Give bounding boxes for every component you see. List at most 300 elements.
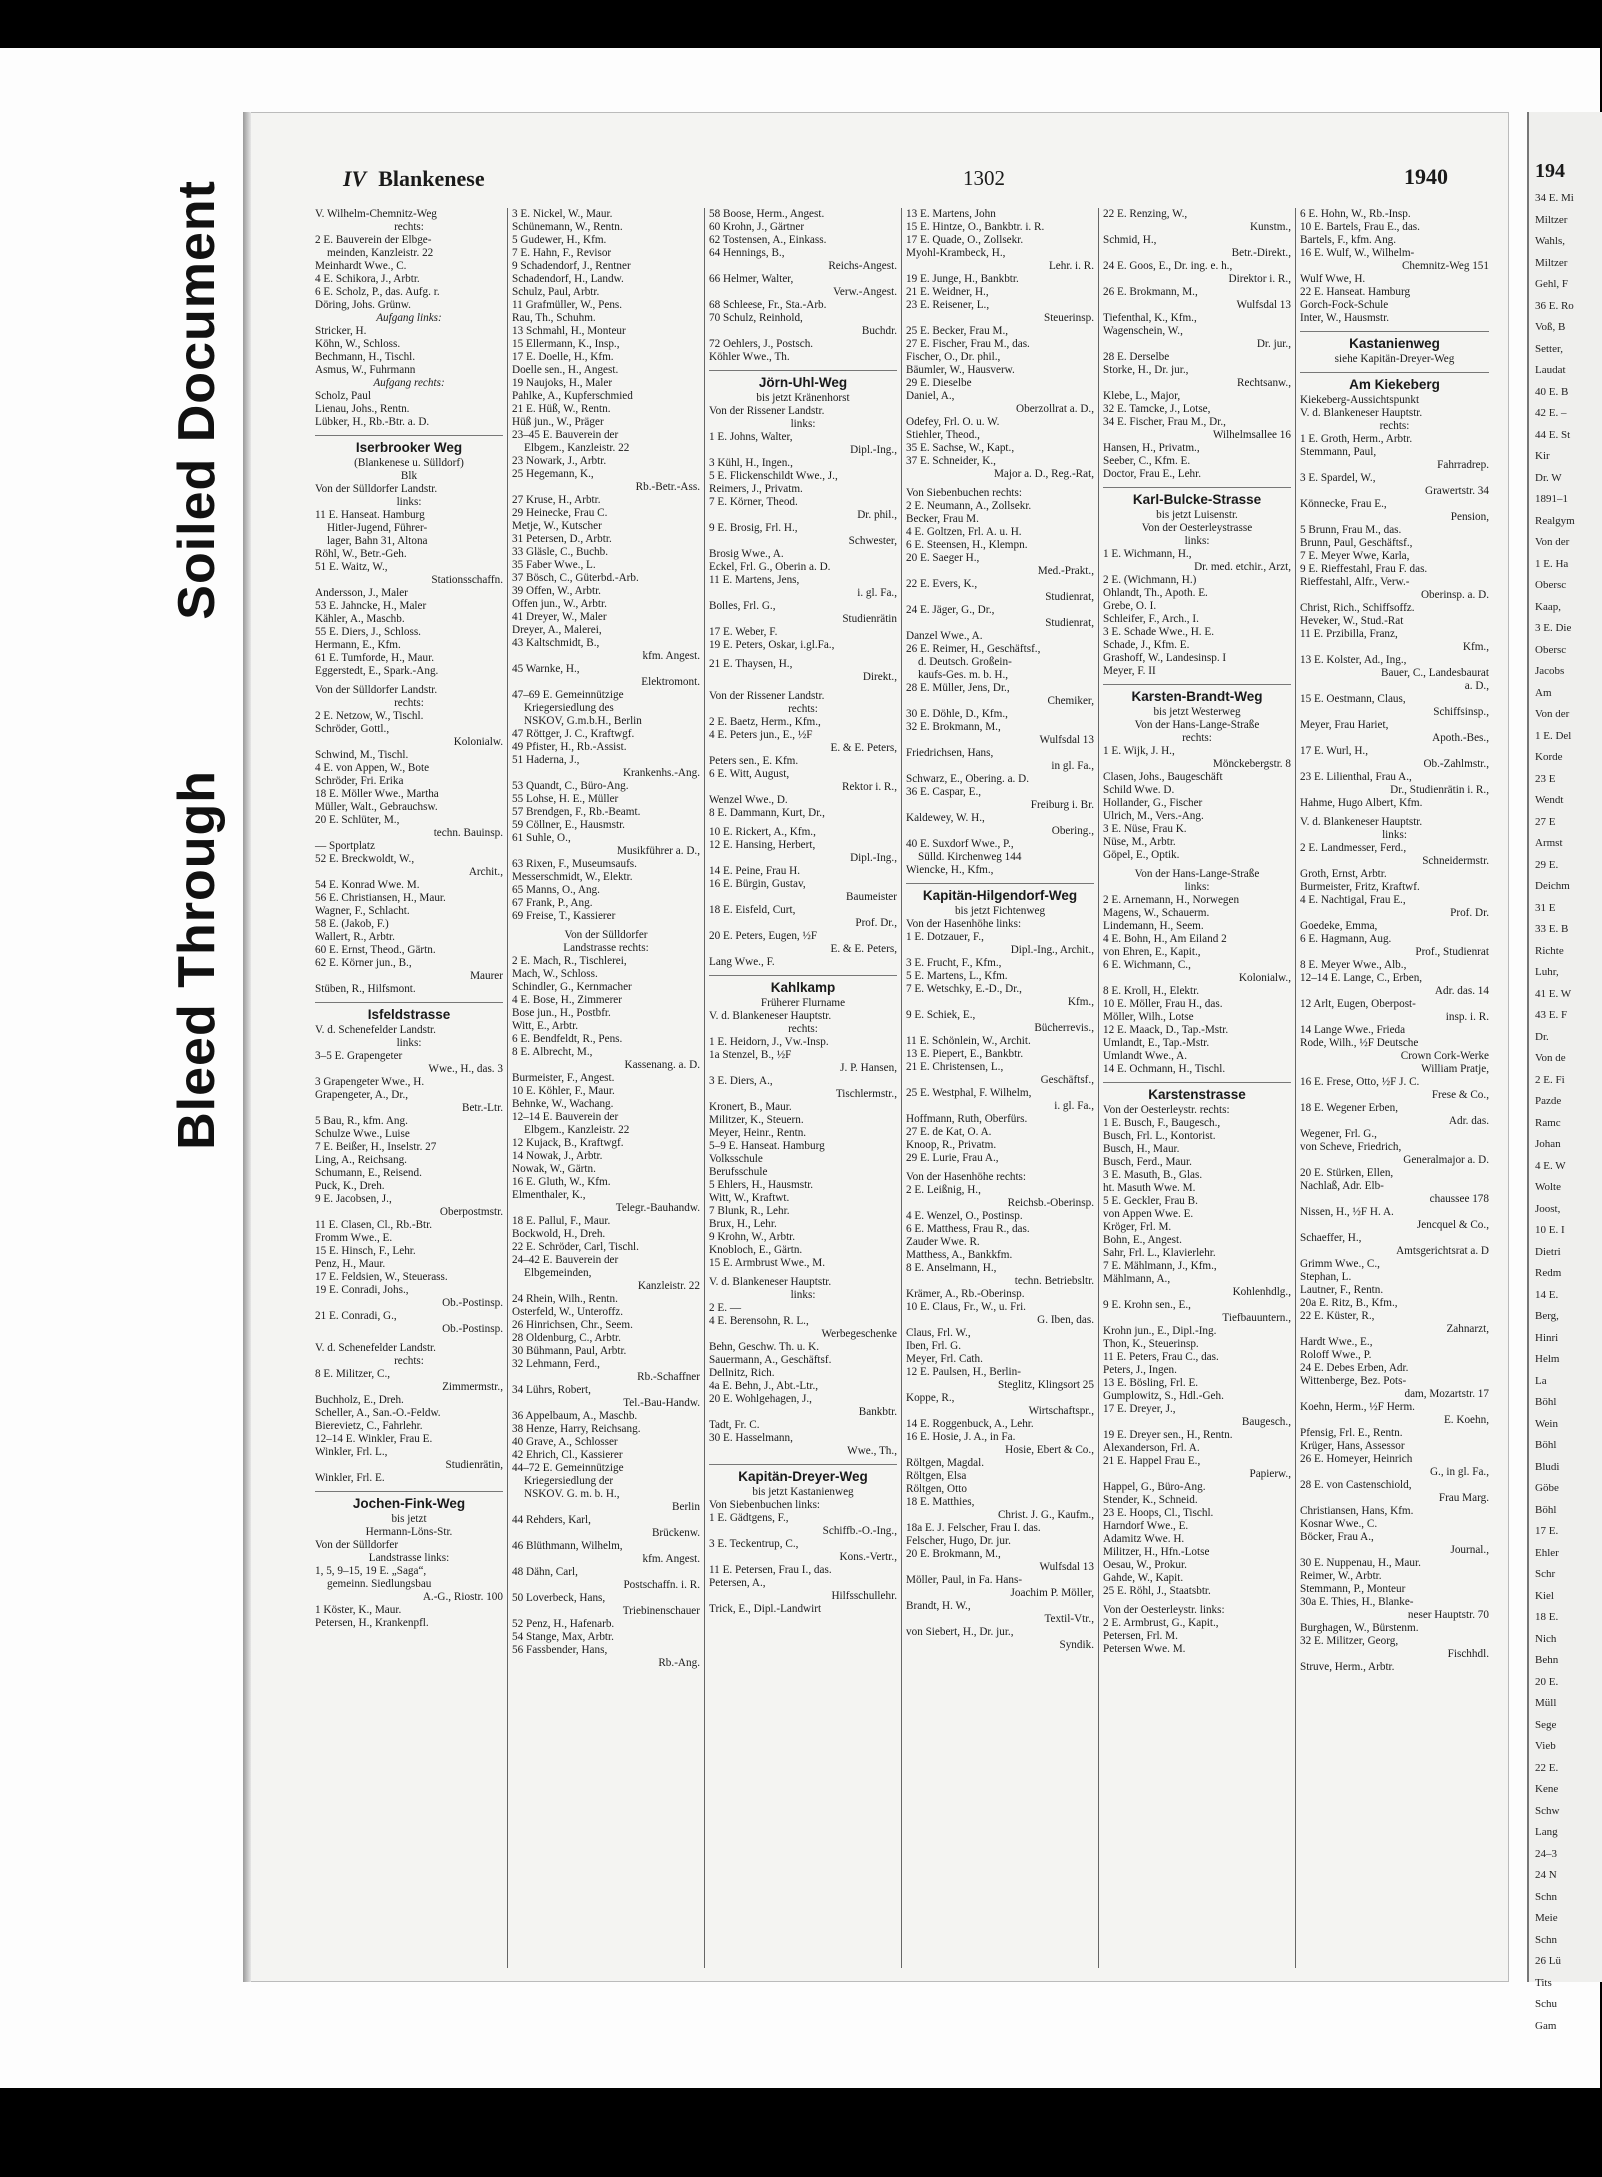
- directory-line: 37 Bösch, C., Güterbd.-Arb.: [512, 572, 639, 584]
- directory-line: d. Deutsch. Großein-: [918, 656, 1012, 668]
- directory-line: 28 Oldenburg, C., Arbtr.: [512, 1332, 621, 1344]
- directory-line: 2 E. —: [709, 1302, 742, 1314]
- directory-line: Von der Rissener Landstr.: [709, 405, 825, 417]
- directory-line: Amtsgerichtsrat a. D: [1396, 1245, 1489, 1257]
- directory-line: 17 E. Weber, F.: [709, 626, 778, 638]
- directory-line: 62 Tostensen, A., Einkass.: [709, 234, 827, 246]
- adjacent-page-line: Johan: [1535, 1138, 1561, 1150]
- directory-line: 8 E. Albrecht, M.,: [512, 1046, 593, 1058]
- directory-line: Goedeke, Emma,: [1300, 920, 1378, 932]
- directory-line: Lehr. i. R.: [1048, 260, 1094, 272]
- directory-line: Petersen, A.,: [709, 1577, 766, 1589]
- directory-line: 12 E. Paulsen, H., Berlin-: [906, 1366, 1021, 1378]
- street-heading: Isfeldstrasse: [315, 1002, 503, 1024]
- directory-line: 7 E. Körner, Theod.: [709, 496, 798, 508]
- directory-line: Sauermann, A., Geschäftsf.: [709, 1354, 832, 1366]
- page-number: 1302: [963, 166, 1005, 190]
- directory-columns: [311, 208, 1511, 1968]
- soiled-document-stamp: [160, 180, 235, 1150]
- directory-line: Kohlenhdlg.,: [1232, 1286, 1291, 1298]
- directory-line: Knoop, R., Privatm.: [906, 1139, 997, 1151]
- directory-line: Von der Hans-Lange-Straße: [1134, 719, 1260, 731]
- directory-line: Magens, W., Schauerm.: [1103, 907, 1210, 919]
- directory-line: Landstrasse links:: [368, 1552, 450, 1564]
- directory-line: Seeber, C., Kfm. E.: [1103, 455, 1191, 467]
- directory-line: Tischlermstr.,: [835, 1088, 897, 1100]
- stamp-soiled-document: Soiled Document: [168, 180, 226, 620]
- directory-line: Rektor i. R.,: [841, 781, 897, 793]
- adjacent-page-line: Pazde: [1535, 1095, 1562, 1107]
- adjacent-page-line: 22 E.: [1535, 1761, 1559, 1774]
- adjacent-page-line: 41 E. W: [1535, 987, 1572, 1000]
- directory-line: 18 E. Möller Wwe., Martha: [315, 788, 439, 800]
- adjacent-page-line: Vieb: [1535, 1740, 1556, 1752]
- directory-line: 54 Stange, Max, Arbtr.: [512, 1631, 614, 1643]
- directory-line: Adr. das.: [1448, 1115, 1489, 1127]
- directory-line: Archit.,: [468, 866, 503, 878]
- directory-line: Kriegersiedlung der: [524, 1475, 614, 1487]
- directory-line: bis jetzt Kastanienweg: [752, 1486, 854, 1498]
- year-label: 1940: [1404, 164, 1448, 189]
- directory-line: 30a E. Thies, H., Blanke-: [1300, 1596, 1414, 1608]
- adjacent-page-line: Obersc: [1535, 579, 1567, 591]
- adjacent-page-line: Luhr,: [1535, 966, 1559, 978]
- directory-line: — Sportplatz: [315, 840, 375, 852]
- directory-line: kfm. Angest.: [642, 650, 700, 662]
- adjacent-page-line: 1 E. Ha: [1535, 557, 1569, 570]
- directory-line: 40 Grave, A., Schlosser: [512, 1436, 618, 1448]
- directory-line: 9 E. Jacobsen, J.,: [315, 1193, 392, 1205]
- directory-line: 19 Naujoks, H., Maler: [512, 377, 613, 389]
- directory-line: 29 Heinecke, Frau C.: [512, 507, 608, 519]
- directory-line: Scheller, A., San.-O.-Feldw.: [315, 1407, 441, 1419]
- directory-line: Von der Oesterleystr. links:: [1103, 1604, 1225, 1616]
- directory-line: rechts:: [394, 221, 424, 233]
- directory-line: Danzel Wwe., A.: [906, 630, 983, 642]
- directory-line: Von Siebenbuchen rechts:: [906, 487, 1022, 499]
- directory-line: 1 E. Wijk, J. H.,: [1103, 745, 1175, 757]
- directory-line: Stationsschaffn.: [431, 574, 503, 586]
- directory-line: Wenzel Wwe., D.: [709, 794, 788, 806]
- directory-line: Odefey, Frl. O. u. W.: [906, 416, 1000, 428]
- adjacent-page-line: 43 E. F: [1535, 1009, 1568, 1021]
- adjacent-page-line: Miltzer: [1535, 256, 1568, 269]
- directory-line: 33 Gläsle, C., Buchb.: [512, 546, 609, 558]
- directory-line: Peters sen., E. Kfm.: [709, 755, 799, 767]
- adjacent-page-line: Von de: [1535, 1052, 1566, 1064]
- directory-line: 1 E. Wichmann, H.,: [1103, 548, 1192, 560]
- directory-line: 3 Kühl, H., Ingen.,: [709, 457, 793, 469]
- directory-line: von Siebert, H., Dr. jur.,: [906, 1626, 1014, 1638]
- directory-line: Rb.-Ang.: [658, 1657, 700, 1669]
- directory-line: Schiffsinsp.,: [1433, 706, 1489, 718]
- directory-line: 4a E. Behn, J., Abt.-Ltr.,: [709, 1380, 819, 1392]
- directory-line: Chemnitz-Weg 151: [1401, 260, 1489, 272]
- directory-column: [508, 208, 705, 1968]
- directory-line: Pahlke, A., Kupferschmied: [512, 390, 633, 402]
- directory-line: Stemmann, Paul,: [1300, 446, 1377, 458]
- directory-line: Lindemann, H., Seem.: [1103, 920, 1204, 932]
- directory-line: Hüß jun., W., Präger: [512, 416, 604, 428]
- directory-line: Kanzleistr. 22: [637, 1280, 700, 1292]
- directory-line: Von der Sülldorfer: [315, 1539, 399, 1551]
- adjacent-page-line: 44 E. St: [1535, 428, 1571, 441]
- directory-line: Von Siebenbuchen links:: [709, 1499, 821, 1511]
- directory-line: rechts:: [394, 1355, 424, 1367]
- directory-line: links:: [1184, 881, 1210, 893]
- directory-line: 27 Kruse, H., Arbtr.: [512, 494, 601, 506]
- directory-line: Brunn, Paul, Geschäftsf.,: [1300, 537, 1413, 549]
- directory-line: 22 E. Renzing, W.,: [1103, 208, 1188, 220]
- directory-line: Frese & Co.,: [1431, 1089, 1489, 1101]
- directory-line: 49 Pfister, H., Rb.-Assist.: [512, 741, 627, 753]
- directory-line: 10 E. Möller, Frau H., das.: [1103, 998, 1223, 1010]
- directory-line: 2 E. Netzow, W., Tischl.: [315, 710, 424, 722]
- directory-line: V. d. Blankeneser Hauptstr.: [1300, 407, 1423, 419]
- directory-line: Direkt.,: [862, 671, 897, 683]
- directory-line: 2 E. Baetz, Herm., Kfm.,: [709, 716, 821, 728]
- directory-line: 6 E. Witt, August,: [709, 768, 790, 780]
- directory-line: 17 E. Dreyer, J.,: [1103, 1403, 1176, 1415]
- directory-line: 31 Petersen, D., Arbtr.: [512, 533, 612, 545]
- directory-line: techn. Bauinsp.: [433, 827, 503, 839]
- directory-line: 5 Gudewer, H., Kfm.: [512, 234, 607, 246]
- directory-line: 35 E. Sachse, W., Kapt.,: [906, 442, 1015, 454]
- directory-line: Elbgemeinden,: [524, 1267, 592, 1279]
- directory-line: Elektromont.: [641, 676, 700, 688]
- directory-line: Burmeister, F., Angest.: [512, 1072, 615, 1084]
- directory-line: 11 E. Petersen, Frau I., das.: [709, 1564, 832, 1576]
- directory-line: 4 E. Goltzen, Frl. A. u. H.: [906, 526, 1022, 538]
- directory-line: Stüben, R., Hilfsmont.: [315, 983, 416, 995]
- directory-line: 30 E. Nuppenau, H., Maur.: [1300, 1557, 1421, 1569]
- directory-line: 66 Helmer, Walter,: [709, 273, 794, 285]
- directory-line: 23–45 E. Bauverein der: [512, 429, 619, 441]
- adjacent-page-line: Joost,: [1535, 1202, 1561, 1215]
- directory-line: Fischer, O., Dr. phil.,: [906, 351, 1001, 363]
- directory-line: Schadendorf, H., Landw.: [512, 273, 624, 285]
- directory-line: 2 E. Bauverein der Elbge-: [315, 234, 432, 246]
- adjacent-page-line: Voß, B: [1535, 321, 1566, 333]
- directory-line: 7 E. Mählmann, J., Kfm.,: [1103, 1260, 1217, 1272]
- directory-line: 24 Rhein, Wilh., Rentn.: [512, 1293, 618, 1305]
- directory-line: 1a Stenzel, B., ½F: [709, 1049, 792, 1061]
- directory-line: Musikführer a. D.,: [617, 845, 700, 857]
- directory-line: Ob.-Postinsp.: [442, 1323, 503, 1335]
- directory-line: Kolonialw.: [453, 736, 503, 748]
- directory-line: 9 Krohn, W., Arbtr.: [709, 1231, 796, 1243]
- directory-line: 4 E. von Appen, W., Bote: [315, 762, 430, 774]
- directory-line: 26 E. Homeyer, Heinrich: [1300, 1453, 1413, 1465]
- adjacent-page-line: Schu: [1535, 1998, 1557, 2010]
- adjacent-page-line: Kiel: [1535, 1589, 1554, 1602]
- adjacent-page-line: 1 E. Del: [1535, 729, 1572, 742]
- directory-line: Becker, Frau M.: [906, 513, 979, 525]
- directory-line: 1 E. Gädtgens, F.,: [709, 1512, 789, 1524]
- directory-line: Lang Wwe., F.: [709, 956, 775, 968]
- directory-line: gemeinn. Siedlungsbau: [327, 1578, 432, 1590]
- directory-line: Von der Sülldorfer Landstr.: [315, 483, 438, 495]
- adjacent-page-line: 17 E.: [1535, 1525, 1559, 1537]
- adjacent-page-line: Am: [1535, 686, 1552, 699]
- directory-line: 11 E. Hanseat. Hamburg: [315, 509, 425, 521]
- directory-line: 21 E. Happel Frau E.,: [1103, 1455, 1201, 1467]
- directory-line: Schneidermstr.: [1422, 855, 1489, 867]
- directory-line: 38 Henze, Harry, Reichsang.: [512, 1423, 641, 1435]
- directory-line: Asmus, W., Fuhrmann: [315, 364, 416, 376]
- directory-line: Mählmann, A.,: [1103, 1273, 1171, 1285]
- adjacent-page-line: Korde: [1535, 751, 1563, 763]
- directory-line: Bockwold, H., Dreh.: [512, 1228, 606, 1240]
- directory-line: 21 E. Hüß, W., Rentn.: [512, 403, 611, 415]
- directory-line: Buchholz, E., Dreh.: [315, 1394, 404, 1406]
- directory-line: 18 E. Wegener Erben,: [1300, 1102, 1398, 1114]
- directory-line: Schild Wwe. D.: [1103, 784, 1175, 796]
- directory-line: 19 E. Junge, H., Bankbtr.: [906, 273, 1019, 285]
- directory-line: Storke, H., Dr. jur.,: [1103, 364, 1189, 376]
- directory-line: Hilfsschullehr.: [831, 1590, 897, 1602]
- directory-line: Grebe, O. I.: [1103, 600, 1157, 612]
- directory-line: insp. i. R.: [1445, 1011, 1489, 1023]
- directory-line: bis jetzt Westerweg: [1153, 706, 1241, 718]
- directory-line: 23 E. Reisener, L.,: [906, 299, 990, 311]
- directory-line: Umlandt, E., Tap.-Mstr.: [1103, 1037, 1210, 1049]
- directory-line: Rb.-Schaffner: [637, 1371, 700, 1383]
- directory-line: 17 E. Quade, O., Zollsekr.: [906, 234, 1024, 246]
- directory-line: ht. Masuth Wwe. M.: [1103, 1182, 1196, 1194]
- directory-line: Kons.-Vertr.,: [839, 1551, 897, 1563]
- directory-line: Von der Sülldorfer: [564, 929, 648, 941]
- directory-line: Röltgen, Otto: [906, 1483, 967, 1495]
- directory-line: Studienrat,: [1045, 617, 1094, 629]
- directory-line: Journal.,: [1450, 1544, 1489, 1556]
- directory-line: 20 E. Schlüter, M.,: [315, 814, 400, 826]
- directory-line: Wilhelmsallee 16: [1212, 429, 1291, 441]
- directory-line: Petersen, Frl. M.: [1103, 1630, 1178, 1642]
- directory-line: Grapengeter, A., Dr.,: [315, 1089, 409, 1101]
- adjacent-page-edge: [1527, 112, 1602, 2032]
- adjacent-page-line: Gam: [1535, 2019, 1557, 2032]
- directory-line: 3 E. Nickel, W., Maur.: [512, 208, 613, 220]
- directory-line: 12 E. Hansing, Herbert,: [709, 839, 816, 851]
- directory-line: 16 E. Gluth, W., Kfm.: [512, 1176, 611, 1188]
- directory-line: 11 E. Peters, Frau C., das.: [1103, 1351, 1219, 1363]
- directory-line: Wulfsdal 13: [1039, 1561, 1094, 1573]
- directory-line: 28 E. von Castenschiold,: [1300, 1479, 1412, 1491]
- directory-line: Bartels, F., kfm. Ang.: [1300, 234, 1397, 246]
- directory-line: Prof. Dr.,: [855, 917, 897, 929]
- directory-line: 32 Lehmann, Ferd.,: [512, 1358, 600, 1370]
- adjacent-page-line: 1891–1: [1535, 493, 1568, 505]
- directory-line: 51 E. Waitz, W.,: [315, 561, 388, 573]
- directory-line: 59 Cöllner, E., Hausmstr.: [512, 819, 625, 831]
- directory-line: 20 E. Peters, Eugen, ½F: [709, 930, 818, 942]
- directory-line: Metje, W., Kutscher: [512, 520, 602, 532]
- directory-line: Meyer, F. II: [1103, 665, 1156, 677]
- directory-line: 5 Bau, R., kfm. Ang.: [315, 1115, 408, 1127]
- directory-line: Nowak, W., Gärtn.: [512, 1163, 596, 1175]
- directory-line: 28 E. Derselbe: [1103, 351, 1170, 363]
- street-heading: Jochen-Fink-Weg: [315, 1491, 503, 1513]
- adjacent-page-line: Böhl: [1535, 1439, 1557, 1451]
- directory-line: 29 E. Lurie, Frau A.,: [906, 1152, 999, 1164]
- adjacent-page-line: Armst: [1535, 837, 1563, 849]
- directory-line: Harndorf Wwe., E.: [1103, 1520, 1189, 1532]
- directory-line: 20 E. Stürken, Ellen,: [1300, 1167, 1394, 1179]
- adjacent-page-line: Dr. W: [1535, 471, 1562, 484]
- adjacent-page-line: Behn: [1535, 1654, 1559, 1666]
- directory-line: 10 E. Claus, Fr., W., u. Fri.: [906, 1301, 1026, 1313]
- directory-line: Stricker, H.: [315, 325, 367, 337]
- directory-line: Koehn, Herm., ½F Herm.: [1300, 1401, 1415, 1413]
- directory-line: Kolonialw.,: [1238, 972, 1291, 984]
- directory-line: 20 E. Wohlgehagen, J.,: [709, 1393, 812, 1405]
- directory-line: 20 E. Brokmann, M.,: [906, 1548, 1001, 1560]
- directory-line: Frau Marg.: [1438, 1492, 1489, 1504]
- directory-line: Postschaffn. i. R.: [623, 1579, 700, 1591]
- directory-line: 9 E. Rieffestahl, Frau F. das.: [1300, 563, 1428, 575]
- volume-label: IV: [343, 166, 367, 191]
- adjacent-page-line: 18 E.: [1535, 1611, 1559, 1623]
- adjacent-page-line: 3 E. Die: [1535, 622, 1572, 634]
- directory-line: 6 E. Scholz, P., das. Aufg. r.: [315, 286, 440, 298]
- directory-line: 14 E. Roggenbuck, A., Lehr.: [906, 1418, 1034, 1430]
- directory-line: Schwarz, E., Obering. a. D.: [906, 773, 1030, 785]
- directory-line: 26 E. Reimer, H., Geschäftsf.,: [906, 643, 1041, 655]
- directory-line: 42 Ehrich, Cl., Kassierer: [512, 1449, 623, 1461]
- adjacent-page-line: Dr.: [1535, 1030, 1549, 1043]
- directory-line: siehe Kapitän-Dreyer-Weg: [1334, 353, 1455, 365]
- directory-line: Hollander, G., Fischer: [1103, 797, 1203, 809]
- directory-line: Chemiker,: [1047, 695, 1094, 707]
- directory-line: rechts:: [1379, 420, 1410, 432]
- directory-line: kfm. Angest.: [642, 1553, 700, 1565]
- adjacent-page-line: Göbe: [1535, 1482, 1559, 1494]
- directory-line: Bechmann, H., Tischl.: [315, 351, 416, 363]
- directory-line: Trick, E., Dipl.-Landwirt: [709, 1603, 822, 1615]
- directory-line: Gahde, W., Kapit.: [1103, 1572, 1184, 1584]
- page-header: [343, 162, 1503, 192]
- directory-line: E. & E. Peters,: [830, 943, 897, 955]
- adjacent-page-line: Jacobs: [1535, 665, 1565, 677]
- directory-line: 21 E. Christensen, L.,: [906, 1061, 1004, 1073]
- directory-line: 13 E. Piepert, E., Bankbtr.: [906, 1048, 1024, 1060]
- directory-line: Umlandt Wwe., A.: [1103, 1050, 1187, 1062]
- directory-line: Pension,: [1450, 511, 1489, 523]
- adjacent-page-header: 194: [1535, 160, 1565, 182]
- directory-line: Doelle sen., H., Angest.: [512, 364, 619, 376]
- directory-line: Militzer, H., Hfn.-Lotse: [1103, 1546, 1210, 1558]
- directory-line: 56 Fassbender, Hans,: [512, 1644, 608, 1656]
- directory-line: V. d. Blankeneser Hauptstr.: [1300, 816, 1423, 828]
- directory-line: Matthess, A., Bankkfm.: [906, 1249, 1013, 1261]
- directory-line: 9 Schadendorf, J., Rentner: [512, 260, 631, 272]
- directory-line: Puck, K., Dreh.: [315, 1180, 385, 1192]
- directory-line: Wulfsdal 13: [1039, 734, 1094, 746]
- directory-line: Stemmann, P., Monteur: [1300, 1583, 1406, 1595]
- directory-line: Hermann, E., Kfm.: [315, 639, 401, 651]
- directory-line: 32 E. Tamcke, J., Lotse,: [1103, 403, 1211, 415]
- directory-line: Papierw.,: [1249, 1468, 1291, 1480]
- directory-line: Landstrasse rechts:: [563, 942, 649, 954]
- directory-line: Schröder, Gottl.,: [315, 723, 390, 735]
- directory-line: 25 Hegemann, K.,: [512, 468, 594, 480]
- directory-line: 6 E. Matthess, Frau R., das.: [906, 1223, 1030, 1235]
- directory-line: 6 E. Steensen, H., Klempn.: [906, 539, 1028, 551]
- directory-line: kaufs-Ges. m. b. H.,: [918, 669, 1009, 681]
- directory-line: Fahrradrep.: [1437, 459, 1489, 471]
- directory-line: Aufgang rechts:: [373, 377, 445, 389]
- directory-line: 27 E. Fischer, Frau M., das.: [906, 338, 1030, 350]
- street-heading: Am Kiekeberg: [1300, 372, 1489, 394]
- adjacent-page-line: 4 E. W: [1535, 1159, 1566, 1172]
- directory-line: Sülld. Kirchenweg 144: [918, 851, 1022, 863]
- directory-line: 19 E. Conradi, Johs.,: [315, 1284, 409, 1296]
- directory-line: Von der Rissener Landstr.: [709, 690, 825, 702]
- directory-line: Oesau, W., Prokur.: [1103, 1559, 1187, 1571]
- directory-line: 54 E. Konrad Wwe. M.: [315, 879, 420, 891]
- directory-line: 52 Penz, H., Hafenarb.: [512, 1618, 615, 1630]
- directory-line: 2 E. Leißnig, H.,: [906, 1184, 981, 1196]
- directory-line: Kriegersiedlung des: [524, 702, 614, 714]
- directory-column: [1296, 208, 1493, 1968]
- directory-line: 11 E. Martens, Jens,: [709, 574, 800, 586]
- directory-line: Dr. med. etchir., Arzt,: [1194, 561, 1291, 573]
- adjacent-page-line: Dietri: [1535, 1245, 1561, 1258]
- directory-line: 6 E. Hohn, W., Rb.-Insp.: [1300, 208, 1411, 220]
- directory-line: rechts:: [394, 697, 424, 709]
- directory-line: 16 E. Bürgin, Gustav,: [709, 878, 806, 890]
- directory-line: Inter, W., Hausmstr.: [1300, 312, 1390, 324]
- directory-line: Iben, Frl. G.: [906, 1340, 961, 1352]
- adjacent-page-line: Schn: [1535, 1933, 1557, 1946]
- directory-line: 4 E. Bohn, H., Am Eiland 2: [1103, 933, 1227, 945]
- directory-line: Maurer: [470, 970, 503, 982]
- directory-line: Hitler-Jugend, Führer-: [327, 522, 428, 534]
- directory-line: 7 E. Meyer Wwe, Karla,: [1300, 550, 1410, 562]
- directory-line: Möller, Paul, in Fa. Hans-: [906, 1574, 1023, 1586]
- stamp-bleed-through: Bleed Through: [168, 770, 226, 1150]
- directory-line: Behn, Geschw. Th. u. K.: [709, 1341, 819, 1353]
- directory-line: Petersen, H., Krankenpfl.: [315, 1617, 429, 1629]
- directory-line: 21 E. Thaysen, H.,: [709, 658, 793, 670]
- directory-line: 68 Schleese, Fr., Sta.-Arb.: [709, 299, 827, 311]
- directory-line: Studienrätin,: [445, 1459, 503, 1471]
- adjacent-page-line: Helm: [1535, 1353, 1560, 1365]
- directory-line: Könnecke, Frau E.,: [1300, 498, 1387, 510]
- directory-line: Crown Cork-Werke: [1400, 1050, 1489, 1062]
- directory-line: Heveker, W., Stud.-Rat: [1300, 615, 1404, 627]
- directory-line: Christiansen, Hans, Kfm.: [1300, 1505, 1414, 1517]
- adjacent-page-line: 10 E. I: [1535, 1224, 1565, 1236]
- directory-line: Osterfeld, W., Unteroffz.: [512, 1306, 624, 1318]
- directory-line: Friedrichsen, Hans,: [906, 747, 994, 759]
- directory-line: Daniel, A.,: [906, 390, 955, 402]
- directory-line: Struve, Herm., Arbtr.: [1300, 1661, 1395, 1673]
- directory-line: Schleifer, F., Arch., I.: [1103, 613, 1199, 625]
- directory-line: Bankbtr.: [858, 1406, 897, 1418]
- directory-line: E. & E. Peters,: [830, 742, 897, 754]
- directory-line: 60 E. Ernst, Theod., Gärtn.: [315, 944, 436, 956]
- directory-line: Direktor i. R.,: [1228, 273, 1291, 285]
- directory-line: 47–69 E. Gemeinnützige: [512, 689, 624, 701]
- directory-line: 61 E. Tumforde, H., Maur.: [315, 652, 435, 664]
- directory-line: Winkler, Frl. E.: [315, 1472, 385, 1484]
- directory-line: 1 Köster, K., Maur.: [315, 1604, 402, 1616]
- directory-line: Kaldewey, W. H.,: [906, 812, 985, 824]
- street-heading: Jörn-Uhl-Weg: [709, 370, 897, 392]
- directory-line: 2 E. Landmesser, Ferd.,: [1300, 842, 1407, 854]
